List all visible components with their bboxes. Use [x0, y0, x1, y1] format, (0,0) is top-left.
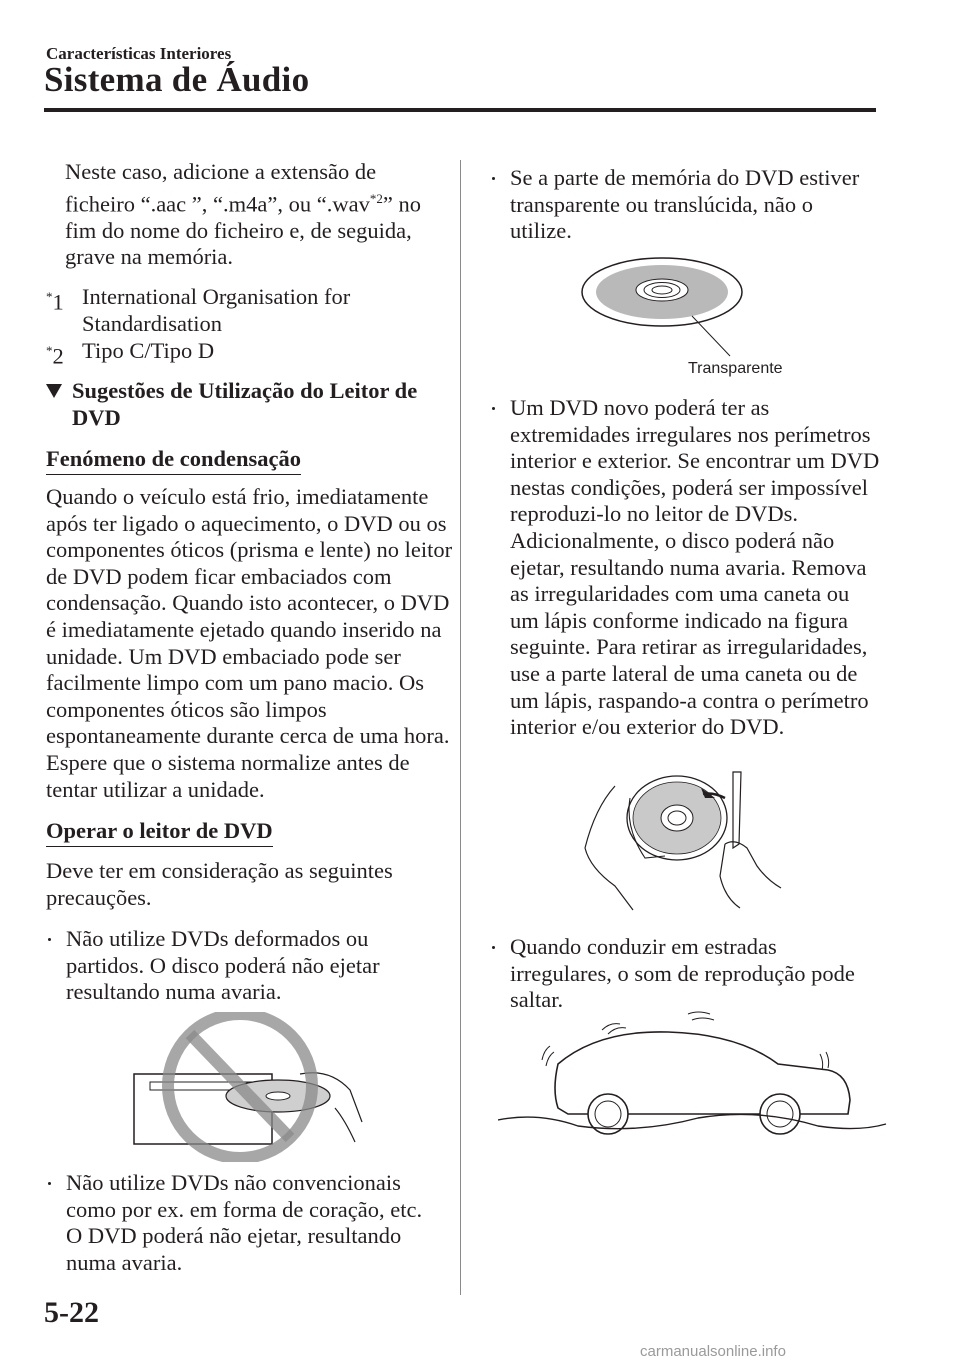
section-label: Características Interiores: [46, 44, 232, 63]
bullet-dot: [492, 177, 495, 180]
disc-label: Transparente: [688, 360, 783, 377]
watermark: carmanualsonline.info: [640, 1343, 786, 1360]
bullet-rough-roads: [492, 934, 882, 1018]
bullet-text: Não utilize DVDs não convencionais como por ex. em forma de coração, etc. O DVD poderá não ejetar, resultando numa avaria.: [66, 1170, 423, 1275]
footnote-2-number: 2: [52, 343, 64, 369]
bullet-dot: [492, 946, 495, 949]
condensation-paragraph: Quando o veículo está frio, imediatamente após ter ligado o aquecimento, o DVD ou os componentes óticos (prisma e lente) no leitor de DVD podem ficar embaciados com condensação. Quando isto acontecer, o DVD é imediatamente ejetado quando inserido na unidade. Um DVD embaciado pode ser facilmente limpo com um pano macio. Os componentes óticos são limpos espontaneamente durante cerca de uma hora. Espere que o sistema normalize antes de tentar utilizar a unidade.: [46, 484, 453, 802]
footnote-1-number: 1: [52, 289, 64, 315]
intro-superscript: *2: [369, 190, 383, 206]
bullet-text: Não utilize DVDs deformados ou partidos. O disco poderá não ejetar resultando numa avaria.: [66, 926, 380, 1005]
footnote-1-mark: *: [46, 289, 53, 304]
footnote-2-mark: *: [46, 343, 53, 358]
page-title: Sistema de Áudio: [44, 60, 310, 99]
intro-paragraph: [65, 159, 445, 271]
bullet-text: Se a parte de memória do DVD estiver transparente ou translúcida, não o utilize.: [510, 165, 860, 244]
bullet-transparent: [492, 165, 882, 247]
pen-disc-illustration: [575, 768, 785, 913]
bullet-deformed: [48, 926, 448, 1006]
intro-text: Neste caso, adicione a extensão de ficheiro “.aac ”, “.m4a”, ou “.wav: [65, 159, 377, 217]
footnote-1: [0, 284, 460, 344]
footnote-2: [0, 338, 460, 368]
bullet-unconventional: [48, 1170, 448, 1280]
section-heading-text: Sugestões de Utilização do Leitor de DVD: [72, 378, 418, 430]
broken-disc-illustration: [130, 1012, 370, 1162]
subheading-condensation: Fenómeno de condensação: [46, 446, 301, 475]
page-number: 5-22: [44, 1296, 99, 1329]
bullet-dot: [48, 1182, 51, 1185]
bullet-dot: [492, 407, 495, 410]
footnote-1-text: International Organisation for Standardisation: [82, 284, 351, 336]
triangle-icon: [46, 384, 62, 398]
section-heading: [46, 378, 446, 431]
transparent-disc-illustration: [580, 250, 800, 368]
operate-paragraph: Deve ter em consideração as seguintes precauções.: [46, 858, 393, 910]
column-divider: [460, 160, 461, 1295]
bullet-irregular-edges: [492, 395, 882, 775]
bullet-dot: [48, 938, 51, 941]
footnote-2-text: Tipo C/Tipo D: [82, 338, 215, 363]
car-bumpy-road-illustration: [498, 1010, 888, 1144]
subheading-operate: Operar o leitor de DVD: [46, 818, 273, 847]
title-rule: [44, 108, 876, 112]
bullet-text: Um DVD novo poderá ter as extremidades irregulares nos perímetros interior e exterior. Se encontrar um DVD nestas condições, poderá ser impossível reproduzi-lo no leitor de DVDs. Adicionalmente, o disco poderá não ejetar, resultando numa avaria. Remova as irregularidades com uma caneta ou um lápis conforme indicado na figura seguinte. Para retirar as irregularidades, use a parte lateral de uma caneta ou de um lápis, raspando-a contra o perímetro interior e/ou exterior do DVD.: [510, 395, 880, 740]
bullet-text: Quando conduzir em estradas irregulares, o som de reprodução pode saltar.: [510, 934, 855, 1013]
intro-text-end: ” no fim do nome do ficheiro e, de seguida, grave na memória.: [65, 191, 421, 270]
